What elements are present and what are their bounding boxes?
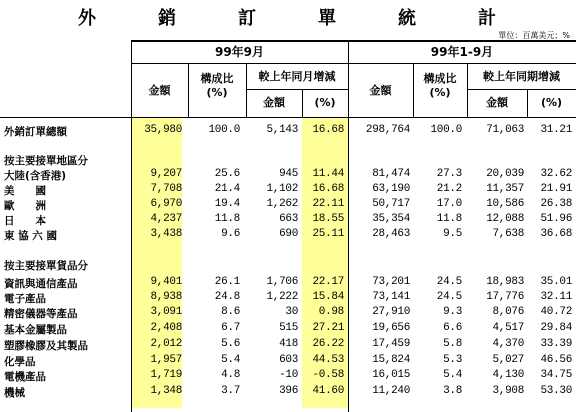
table-cell: 663 <box>279 213 298 225</box>
table-cell: 6.7 <box>221 322 240 334</box>
table-cell: 21.2 <box>436 183 462 195</box>
table-cell: 100.0 <box>208 124 240 136</box>
period-a-header: 99年9月 <box>214 45 265 59</box>
header-period-rule <box>131 63 576 64</box>
table-cell: 28,463 <box>372 228 410 240</box>
table-cell: 19.4 <box>214 198 240 210</box>
table-cell: 3,091 <box>150 306 182 318</box>
table-cell: 1,348 <box>150 385 182 397</box>
table-cell: 29.84 <box>540 322 572 334</box>
header-top-rule <box>131 40 576 42</box>
table-cell: 16,015 <box>372 369 410 381</box>
table-cell: 4,130 <box>492 369 524 381</box>
row-label: 大陸(含香港) <box>4 170 67 182</box>
table-cell: 35,980 <box>144 124 182 136</box>
table-cell: 5.8 <box>443 338 462 350</box>
amount-header-a: 金額 <box>148 84 171 97</box>
row-label: 電子產品 <box>4 293 46 305</box>
table-cell: 603 <box>279 354 298 366</box>
table-cell: 8.6 <box>221 306 240 318</box>
share-header-a <box>188 72 246 100</box>
share-header-b-label: 構成比 <box>423 72 457 85</box>
header-sub-rule-a <box>246 89 348 90</box>
table-cell: 34.75 <box>540 369 572 381</box>
table-cell: 71,063 <box>486 124 524 136</box>
table-cell: 51.96 <box>540 213 572 225</box>
table-cell: 26.38 <box>540 198 572 210</box>
table-cell: 81,474 <box>372 168 410 180</box>
table-cell: 8,938 <box>150 291 182 303</box>
table-cell: 6.6 <box>443 322 462 334</box>
row-label: 塑膠橡膠及其製品 <box>4 340 88 352</box>
table-cell: 11,240 <box>372 385 410 397</box>
table-cell: 945 <box>279 168 298 180</box>
table-cell: 44.53 <box>312 354 344 366</box>
table-cell: 35.01 <box>540 276 572 288</box>
row-label: 外銷訂單總額 <box>4 126 67 138</box>
table-cell: 32.11 <box>540 291 572 303</box>
table-cell: 9,207 <box>150 168 182 180</box>
table-cell: 7,638 <box>492 228 524 240</box>
table-cell: 21.4 <box>214 183 240 195</box>
table-cell: 18.55 <box>312 213 344 225</box>
table-cell: 27.3 <box>436 168 462 180</box>
table-cell: 18,983 <box>486 276 524 288</box>
yoy-amount-header-b: 金額 <box>486 96 508 109</box>
table-cell: 11.8 <box>436 213 462 225</box>
share-header-b <box>413 72 467 100</box>
table-cell: 11.8 <box>214 213 240 225</box>
yoy-header-a: 較上年同月增減 <box>258 70 336 83</box>
table-cell: 1,957 <box>150 354 182 366</box>
table-cell: 17,776 <box>486 291 524 303</box>
table-cell: 25.6 <box>214 168 240 180</box>
yoy-amount-header-a: 金額 <box>263 96 285 109</box>
table-cell: 30 <box>285 306 298 318</box>
table-cell: 41.60 <box>312 385 344 397</box>
row-label: 東 協 六 國 <box>4 230 57 242</box>
yoy-header-b: 較上年同期增減 <box>483 70 560 83</box>
table-cell: 50,717 <box>372 198 410 210</box>
table-cell: 15.84 <box>312 291 344 303</box>
table-cell: 3.7 <box>221 385 240 397</box>
table-cell: 298,764 <box>365 124 410 136</box>
table-cell: 4.8 <box>221 369 240 381</box>
table-cell: 24.8 <box>214 291 240 303</box>
table-cell: 100.0 <box>430 124 462 136</box>
row-label: 日 本 <box>4 215 46 227</box>
table-cell: 9,401 <box>150 276 182 288</box>
table-cell: 15,824 <box>372 354 410 366</box>
table-cell: 21.91 <box>540 183 572 195</box>
table-cell: 418 <box>279 338 298 350</box>
table-cell: 8,076 <box>492 306 524 318</box>
table-cell: 4,517 <box>492 322 524 334</box>
table-cell: 2,012 <box>150 338 182 350</box>
header-sub-rule-b <box>467 89 576 90</box>
row-label: 電機產品 <box>4 371 46 383</box>
table-cell: 9.6 <box>221 228 240 240</box>
page-title: 外 銷 訂 單 統 計 <box>78 8 518 29</box>
period-b-header: 99年1-9月 <box>430 45 494 59</box>
table-cell: 12,088 <box>486 213 524 225</box>
table-cell: 5.3 <box>443 354 462 366</box>
table-cell: -0.58 <box>312 369 344 381</box>
table-cell: 4,370 <box>492 338 524 350</box>
table-cell: 53.30 <box>540 385 572 397</box>
table-cell: 5.4 <box>443 369 462 381</box>
table-cell: 2,408 <box>150 322 182 334</box>
table-cell: 0.98 <box>318 306 344 318</box>
table-cell: 1,102 <box>266 183 298 195</box>
row-label: 精密儀器等產品 <box>4 308 78 320</box>
yoy-pct-header-b: (%) <box>540 96 563 109</box>
table-cell: 3.8 <box>443 385 462 397</box>
row-label: 資訊與通信產品 <box>4 278 78 290</box>
table-cell: 16.68 <box>312 183 344 195</box>
table-cell: 24.5 <box>436 276 462 288</box>
header-bottom-rule <box>0 117 576 118</box>
table-cell: 63,190 <box>372 183 410 195</box>
table-cell: 1,222 <box>266 291 298 303</box>
table-cell: 36.68 <box>540 228 572 240</box>
table-cell: 27,910 <box>372 306 410 318</box>
table-cell: 22.17 <box>312 276 344 288</box>
table-cell: -10 <box>279 369 298 381</box>
table-cell: 3,438 <box>150 228 182 240</box>
table-cell: 17,459 <box>372 338 410 350</box>
table-cell: 6,970 <box>150 198 182 210</box>
table-cell: 5.4 <box>221 354 240 366</box>
table-cell: 25.11 <box>312 228 344 240</box>
table-cell: 33.39 <box>540 338 572 350</box>
table-cell: 32.62 <box>540 168 572 180</box>
table-cell: 22.11 <box>312 198 344 210</box>
row-label: 美 國 <box>4 185 46 197</box>
table-cell: 7,708 <box>150 183 182 195</box>
table-cell: 11.44 <box>312 168 344 180</box>
table-cell: 27.21 <box>312 322 344 334</box>
row-label: 按主要接單地區分 <box>4 155 88 167</box>
table-cell: 1,706 <box>266 276 298 288</box>
table-cell: 73,141 <box>372 291 410 303</box>
row-label: 歐 洲 <box>4 200 46 212</box>
row-label: 機械 <box>4 387 25 399</box>
amount-header-b: 金額 <box>369 84 392 97</box>
table-cell: 35,354 <box>372 213 410 225</box>
table-cell: 19,656 <box>372 322 410 334</box>
table-cell: 17.0 <box>436 198 462 210</box>
share-header-a-label: 構成比 <box>200 72 234 85</box>
share-header-a-unit: (%) <box>206 86 228 99</box>
table-cell: 46.56 <box>540 354 572 366</box>
table-cell: 9.3 <box>443 306 462 318</box>
table-cell: 5,143 <box>266 124 298 136</box>
yoy-pct-header-a: (%) <box>314 96 336 109</box>
share-header-b-unit: (%) <box>429 86 451 99</box>
table-cell: 1,719 <box>150 369 182 381</box>
table-cell: 5.6 <box>221 338 240 350</box>
table-cell: 26.1 <box>214 276 240 288</box>
row-label: 按主要接單貨品分 <box>4 260 88 272</box>
table-cell: 24.5 <box>436 291 462 303</box>
table-cell: 515 <box>279 322 298 334</box>
table-cell: 40.72 <box>540 306 572 318</box>
table-cell: 396 <box>279 385 298 397</box>
table-cell: 3,908 <box>492 385 524 397</box>
table-cell: 73,201 <box>372 276 410 288</box>
table-cell: 16.68 <box>312 124 344 136</box>
table-cell: 5,027 <box>492 354 524 366</box>
table-cell: 10,586 <box>486 198 524 210</box>
table-cell: 26.22 <box>312 338 344 350</box>
table-cell: 1,262 <box>266 198 298 210</box>
unit-note: 單位：百萬美元；% <box>498 31 570 40</box>
table-cell: 31.21 <box>540 124 572 136</box>
table-cell: 11,357 <box>486 183 524 195</box>
table-cell: 4,237 <box>150 213 182 225</box>
table-cell: 9.5 <box>443 228 462 240</box>
row-label: 化學品 <box>4 356 36 368</box>
table-cell: 690 <box>279 228 298 240</box>
row-label: 基本金屬製品 <box>4 324 67 336</box>
table-cell: 20,039 <box>486 168 524 180</box>
